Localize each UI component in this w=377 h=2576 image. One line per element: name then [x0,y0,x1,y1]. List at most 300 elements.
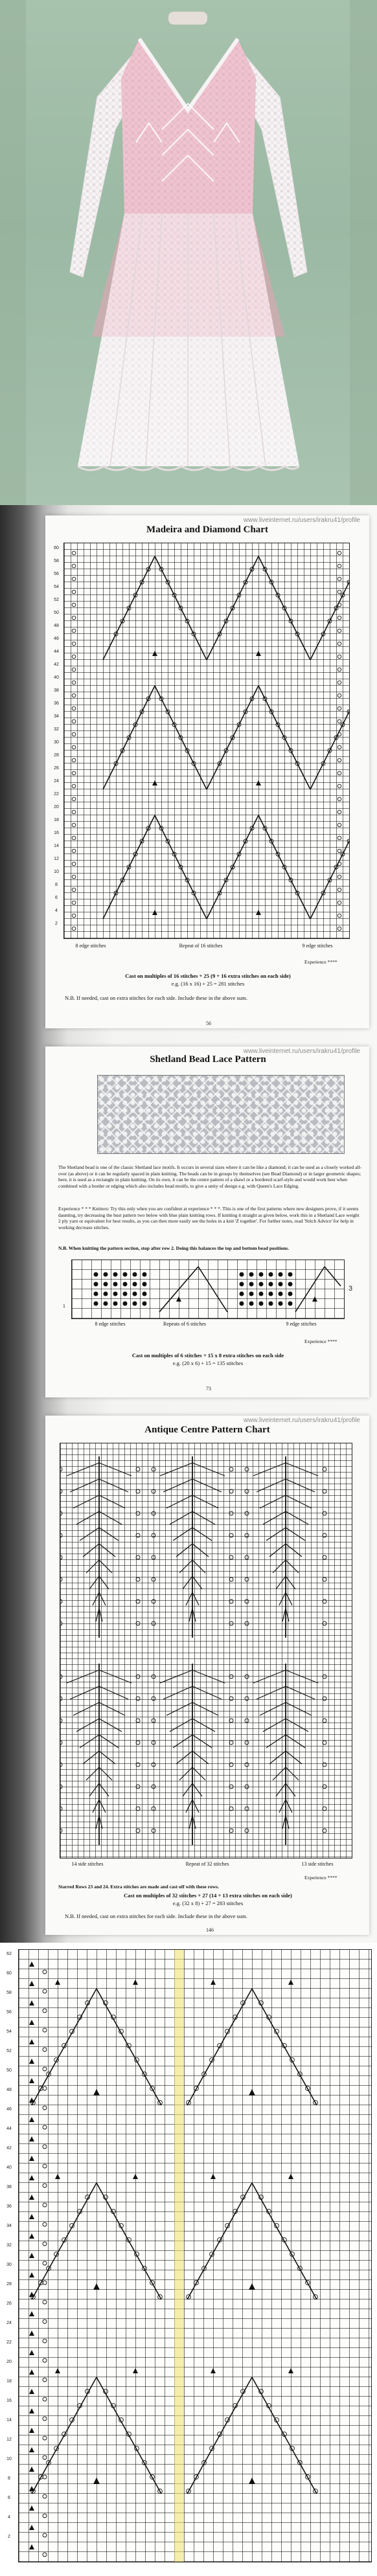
brace-repeat-label: Repeat of 16 stitches [179,943,223,949]
decrease-line [252,1989,317,2105]
brace-left-label: 8 edge stitches [95,1321,126,1327]
yarn-over-symbol [43,2417,47,2421]
watermark: www.liveinternet.ru/users/irakru41/profile [243,1048,360,1055]
bead-dot-symbol [104,1292,108,1296]
row-number: 4 [8,2515,10,2520]
yarn-over-symbol [136,1599,140,1603]
yarn-over-symbol [136,1511,140,1515]
double-decrease-symbol [29,2272,34,2277]
decrease-line [83,1544,99,1557]
yarn-over-symbol [43,2048,47,2051]
decrease-line [257,1686,286,1699]
yarn-over-symbol [60,1719,62,1723]
yarn-over-symbol [72,836,76,840]
row-number: 14 [54,844,59,848]
yarn-over-symbol [60,1599,62,1603]
yarn-over-symbol [323,1741,326,1745]
decrease-line [67,1463,99,1476]
double-decrease-symbol [133,1980,138,1985]
chart-symbols [72,1260,344,1318]
row-number: 16 [54,831,59,835]
yarn-over-symbol [72,901,76,905]
decrease-line [286,1686,315,1699]
decrease-line [70,1479,99,1492]
bead-dot-symbol [240,1302,244,1306]
decrease-line [276,1783,286,1796]
row-number: 38 [54,688,59,693]
decrease-line [99,1511,122,1524]
nb-note: N.B. If needed, cast on extra stitches for each side. Include these in the above sum. [65,995,247,1001]
yarn-over-symbol [229,1489,233,1493]
decrease-line [32,2183,97,2299]
bead-dot-symbol [143,1282,147,1287]
double-decrease-symbol [249,2089,255,2096]
row-number: 60 [54,546,59,550]
decrease-line [99,1783,109,1796]
decrease-line [99,1463,131,1476]
row-number: 58 [54,559,59,563]
decrease-line [99,1751,115,1764]
yarn-over-symbol [43,2475,47,2479]
row-number: 12 [54,857,59,861]
row-number: 6 [55,896,58,900]
yarn-over-symbol [245,1829,249,1833]
yarn-over-symbol [136,1807,140,1811]
yarn-over-symbol [245,1807,249,1811]
yarn-over-symbol [43,2358,47,2362]
experience-rating: Experience **** [304,1875,337,1881]
yarn-over-symbol [72,655,76,659]
row-number: 22 [6,2340,12,2345]
decrease-line [99,1495,125,1508]
yarn-over-symbol [152,1785,155,1789]
yarn-over-symbol [43,2456,47,2459]
double-decrease-symbol [29,2039,34,2044]
yarn-over-symbol [337,590,341,594]
yarn-over-symbol [245,1621,249,1625]
yarn-over-symbol [337,629,341,633]
yarn-over-symbol [323,1511,326,1515]
bead-dot-symbol [279,1292,283,1296]
double-decrease-symbol [29,2467,34,2472]
decrease-line [325,1267,341,1286]
yarn-over-symbol [229,1599,233,1603]
decrease-line [97,1989,161,2105]
decrease-line [198,1267,227,1312]
decrease-line [183,1576,192,1589]
yarn-over-symbol [229,1785,233,1789]
yarn-over-symbol [245,1467,249,1471]
yarn-over-symbol [43,2184,47,2187]
double-decrease-symbol [288,1980,293,1985]
yarn-over-symbol [72,564,76,568]
brace-repeat-label: Repeats of 6 stitches [163,1321,206,1327]
decrease-line [286,1479,315,1492]
yarn-over-symbol [43,2378,47,2382]
yarn-over-symbol [72,642,76,646]
yarn-over-symbol [43,2494,47,2498]
yarn-over-symbol [229,1763,233,1767]
decrease-line [187,2183,252,2299]
double-decrease-symbol [29,2000,34,2005]
yarn-over-symbol [152,1533,155,1537]
decrease-line [166,1702,192,1715]
yarn-over-symbol [245,1577,249,1581]
yarn-over-symbol [337,797,341,801]
yarn-over-symbol [72,784,76,788]
yarn-over-symbol [43,2125,47,2129]
yarn-over-symbol [152,1675,155,1678]
yarn-over-symbol [337,784,341,788]
experience-rating: Experience **** [304,959,337,965]
raw-lace-grid [18,1949,372,2562]
yarn-over-symbol [152,1719,155,1723]
row-number: 2 [55,921,58,926]
double-decrease-symbol [55,2174,60,2179]
yarn-over-symbol [136,1621,140,1625]
bead-dot-symbol [94,1302,98,1306]
yarn-over-symbol [72,629,76,633]
bead-dot-symbol [113,1272,118,1277]
bead-dot-symbol [133,1292,137,1296]
double-decrease-symbol [152,651,157,656]
decrease-line [160,1463,192,1476]
decrease-line [207,556,258,660]
decrease-line [93,1800,99,1813]
row-number: 44 [54,650,59,654]
row-number: 24 [54,779,59,784]
double-decrease-symbol [211,2174,216,2179]
row-number: 62 [6,1952,12,1956]
yarn-over-symbol [323,1577,326,1581]
double-decrease-symbol [29,2505,34,2511]
yarn-over-symbol [323,1763,326,1767]
decrease-line [155,686,207,789]
decrease-line [192,1783,202,1796]
double-decrease-symbol [288,2368,293,2373]
decrease-line [99,1592,106,1605]
decrease-line [186,1592,192,1605]
bead-dot-symbol [143,1292,147,1296]
double-decrease-symbol [256,651,261,656]
bead-dot-symbol [279,1272,283,1277]
decrease-line [258,815,310,919]
yarn-over-symbol [43,2281,47,2285]
experience-text: Experience * * * Knitters: Try this only when you are confident at experience * * *. This is one of the first patterns where new designers prove, if it seems daunting, try decreasing the bust pattern two below with blue plain knitting rows. If knitting it straight as given below, work this in a Shetland Lace weight 2 ply yarn or equivalent for best results, as you can then more easily see the holes in a knit 'Z together'. For further notes, read 'Stitch Advice' for help in working decrease stitches. [58,1206,360,1230]
double-decrease-symbol [29,2233,34,2239]
decrease-line [192,1511,215,1524]
yarn-over-symbol [136,1785,140,1789]
row-number: 54 [6,2029,12,2034]
double-decrease-symbol [29,2253,34,2258]
decrease-line [192,1767,205,1780]
decrease-line [170,1719,192,1732]
decrease-line [187,2377,252,2494]
yarn-over-symbol [72,888,76,892]
row-number: 56 [54,572,59,576]
yarn-over-symbol [229,1467,233,1471]
decrease-line [99,1735,119,1748]
row-number: 42 [6,2146,12,2151]
bead-dot-symbol [143,1302,147,1306]
yarn-over-symbol [152,1511,155,1515]
decrease-line [192,1479,222,1492]
decrease-line [99,1560,112,1573]
yarn-over-symbol [245,1489,249,1493]
yarn-over-symbol [245,1785,249,1789]
double-decrease-symbol [29,2136,34,2141]
example-note: e.g. (16 x 16) + 25 = 281 stitches [171,980,245,987]
row-number: 6 [8,2496,10,2500]
row-number: 38 [6,2185,12,2189]
decrease-line [103,686,155,789]
brace-left-label: 8 edge stitches [75,943,106,949]
row-number: 50 [54,611,59,615]
yarn-over-symbol [72,758,76,762]
double-decrease-symbol [29,2389,34,2394]
decrease-line [192,1670,225,1683]
yarn-over-symbol [43,2436,47,2440]
double-decrease-symbol [288,2174,293,2179]
decrease-line [276,1576,286,1589]
brace-right-label: 9 edge stitches [302,943,333,949]
yarn-over-symbol [323,1829,326,1833]
yarn-over-symbol [43,2261,47,2265]
decrease-line [192,1800,199,1813]
yarn-over-symbol [337,849,341,853]
yarn-over-symbol [43,1989,47,1993]
decrease-line [73,1495,99,1508]
example-note: e.g. (20 x 6) + 15 = 135 stitches [172,1360,244,1366]
bead-dot-symbol [288,1302,293,1306]
bead-dot-symbol [123,1282,128,1287]
decrease-line [32,1989,97,2105]
yarn-over-symbol [337,655,341,659]
yarn-over-symbol [337,836,341,840]
bead-dot-symbol [269,1292,273,1296]
yarn-over-symbol [337,745,341,749]
row-number: 46 [54,637,59,641]
decrease-line [286,1511,308,1524]
decrease-line [263,1511,286,1524]
decrease-line [269,1751,286,1764]
decrease-line [260,1495,286,1508]
decrease-line [253,1463,286,1476]
yarn-over-symbol [152,1467,155,1471]
double-decrease-symbol [29,2292,34,2297]
bead-dot-symbol [279,1282,283,1287]
decrease-line [83,1751,99,1764]
nb-note: N.B. If needed, cast on extra stitches for each side. Include these in the above sum. [65,1913,247,1919]
row-number: 22 [54,792,59,797]
yarn-over-symbol [72,875,76,879]
decrease-line [266,1528,286,1541]
bead-dot-symbol [259,1292,264,1296]
yarn-over-symbol [337,927,341,931]
brace-repeat-label: Repeat of 32 stitches [185,1861,229,1867]
yarn-over-symbol [245,1741,249,1745]
row-number: 40 [54,675,59,680]
yarn-over-symbol [43,2397,47,2401]
bead-dot-symbol [113,1302,118,1306]
yarn-over-symbol [229,1533,233,1537]
double-decrease-symbol [152,910,157,915]
decrease-line [266,1735,286,1748]
yarn-over-symbol [72,681,76,684]
yarn-over-symbol [136,1675,140,1678]
decrease-line [310,556,349,660]
bead-dot-symbol [104,1302,108,1306]
yarn-over-symbol [43,2320,47,2323]
row-number: 36 [54,701,59,706]
row-number: 52 [6,2049,12,2053]
yarn-over-symbol [337,616,341,620]
chart-symbols [64,543,349,938]
yarn-over-symbol [72,590,76,594]
row-number: 58 [6,1991,12,1995]
decrease-line [93,1592,99,1605]
page-number: 73 [206,1386,211,1392]
yarn-over-symbol [337,810,341,814]
bead-dot-symbol [288,1282,293,1287]
yarn-over-symbol [136,1533,140,1537]
yarn-over-symbol [72,927,76,931]
decrease-line [155,815,207,919]
antique-centre-grid [60,1443,352,1859]
yarn-over-symbol [43,2164,47,2168]
row-number: 20 [54,805,59,809]
decrease-line [192,1463,225,1476]
double-decrease-symbol [29,2447,34,2452]
row-number: 36 [6,2204,12,2209]
yarn-over-symbol [229,1741,233,1745]
decrease-line [170,1511,192,1524]
double-decrease-symbol [29,2195,34,2200]
yarn-over-symbol [337,771,341,775]
yarn-over-symbol [323,1807,326,1811]
bead-dot-symbol [249,1302,254,1306]
row-number: 30 [6,2263,12,2267]
double-decrease-symbol [211,1980,216,1985]
yarn-over-symbol [337,888,341,892]
double-decrease-symbol [29,2486,34,2491]
decrease-line [260,1702,286,1715]
yarn-over-symbol [60,1807,62,1811]
yarn-over-symbol [152,1829,155,1833]
decrease-line [286,1719,308,1732]
yarn-over-symbol [245,1555,249,1559]
body-text: The Shetland bead is one of the classic Shetland lace motifs. It occurs in several sizes where it can be like a diamond; it can be used as a closely worked all-over (as above) or it can be regularly spaced in plain knitting. The beads can be in groups by themselves (see Bead Diamond) or in larger geometric shapes; here, it is used as a rectangle in plain knitting. On its own, it can be the centre pattern of a shawl or a bordered scarf-style and would work best when combined with a border or edging which also includes bead motifs, to give a unity of design e.g. with Queen's Lace Edging. [58,1164,362,1189]
decrease-line [89,1783,99,1796]
yarn-over-symbol [323,1489,326,1493]
brace-right-label: 9 edge stitches [286,1321,317,1327]
yarn-over-symbol [229,1829,233,1833]
decrease-line [286,1592,292,1605]
double-decrease-symbol [29,1981,34,1986]
yarn-over-symbol [72,810,76,814]
decrease-line [192,1544,209,1557]
yarn-over-symbol [152,1697,155,1700]
starred-rows-note: Starred Rows 23 and 24. Extra stitches are made and cast off with these rows. [58,1884,219,1890]
yarn-over-symbol [43,2533,47,2537]
cast-on-note: Cast on multiples of 32 stitches + 27 (14 + 13 extra stitches on each side) [124,1892,292,1899]
yarn-over-symbol [43,2028,47,2032]
row-number: 48 [6,2088,12,2092]
decrease-line [273,1560,286,1573]
row-number: 34 [6,2224,12,2228]
yarn-over-symbol [136,1829,140,1833]
decrease-line [173,1735,192,1748]
decrease-line [310,815,349,919]
yarn-over-symbol [323,1599,326,1603]
row-numbers [4,1949,16,2564]
yarn-over-symbol [60,1763,62,1767]
yarn-over-symbol [323,1785,326,1789]
yarn-over-symbol [60,1675,62,1678]
shetland-bead-page [0,1036,377,1405]
decrease-line [183,1783,192,1796]
yarn-over-symbol [229,1697,233,1700]
bead-dot-symbol [288,1292,293,1296]
yarn-over-symbol [60,1785,62,1789]
decrease-line [176,1544,192,1557]
lace-swatch-photo [97,1075,345,1154]
decrease-line [310,686,349,789]
row-number: 32 [6,2243,12,2248]
double-decrease-symbol [29,2350,34,2355]
decrease-line [257,1479,286,1492]
decrease-line [192,1735,212,1748]
row-number: 48 [54,624,59,628]
decrease-line [192,1592,199,1605]
double-decrease-symbol [29,2331,34,2336]
yarn-over-symbol [152,1489,155,1493]
yarn-over-symbol [323,1719,326,1723]
bead-dot-symbol [123,1292,128,1296]
chart-title: Shetland Bead Lace Pattern [150,1054,266,1065]
double-decrease-symbol [55,2368,60,2373]
row-number: 30 [54,740,59,745]
row-number: 44 [6,2127,12,2131]
row-number: 56 [6,2010,12,2015]
decrease-line [286,1702,312,1715]
row-number: 10 [54,870,59,874]
yarn-over-symbol [337,564,341,568]
yarn-over-symbol [43,2106,47,2110]
row-number: 14 [6,2418,12,2423]
decrease-line [186,1800,192,1813]
row-number: 34 [54,714,59,719]
yarn-over-symbol [337,706,341,710]
yarn-over-symbol [337,694,341,697]
yarn-over-symbol [72,862,76,866]
experience-rating: Experience **** [304,1339,337,1344]
cast-on-note: Cast on multiples of 16 stitches + 25 (9 + 16 extra stitches on each side) [125,973,291,979]
yarn-over-symbol [337,758,341,762]
decrease-line [279,1800,286,1813]
double-decrease-symbol [29,2311,34,2316]
yarn-over-symbol [60,1511,62,1515]
bead-dot-symbol [94,1282,98,1287]
yarn-over-symbol [72,719,76,723]
bead-dot-symbol [288,1272,293,1277]
decrease-line [253,1670,286,1683]
decrease-line [207,815,258,919]
decrease-line [173,1528,192,1541]
madeira-diamond-grid [63,543,350,939]
bead-dot-symbol [240,1272,244,1277]
bead-dot-symbol [259,1302,264,1306]
